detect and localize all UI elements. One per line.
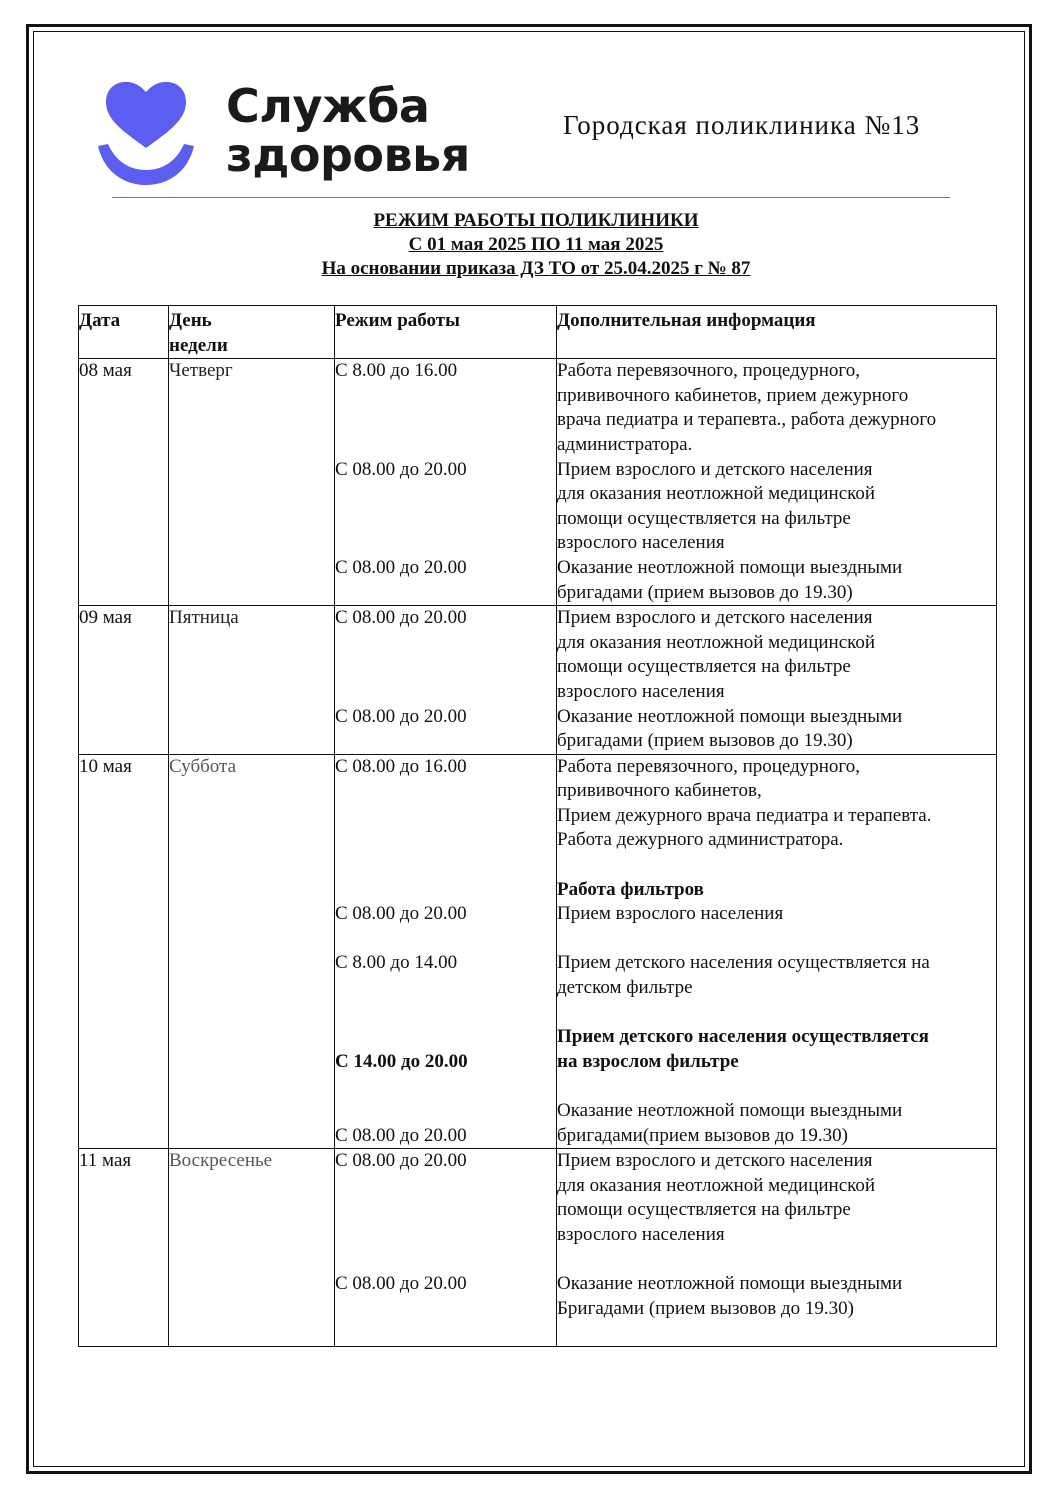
info-line: Прием детского населения осуществляется на (557, 952, 930, 974)
work-mode-line (335, 531, 556, 556)
cell-date: 09 мая (79, 606, 169, 755)
organization-name: Городская поликлиника №13 (563, 110, 921, 140)
work-mode-line (335, 1099, 556, 1124)
info-line: Прием взрослого населения (557, 903, 784, 925)
info-line (557, 927, 996, 952)
work-mode-line (335, 828, 556, 853)
logo-wordmark (226, 79, 470, 182)
info-line: взрослого населения (557, 532, 725, 554)
info-line (557, 1248, 996, 1273)
info-line (557, 1001, 996, 1026)
header-divider (112, 197, 950, 198)
table-row (79, 754, 997, 1149)
work-mode-line (335, 1001, 556, 1026)
work-mode-line (335, 878, 556, 903)
header-day (169, 306, 335, 359)
cell-work-mode (335, 754, 557, 1149)
work-mode-line (335, 1025, 556, 1050)
work-mode-line (335, 927, 556, 952)
table-row (79, 1149, 997, 1347)
work-mode-line (335, 1297, 556, 1322)
info-line: Бригадами (прием вызовов до 19.30) (557, 1297, 854, 1319)
schedule-table (78, 305, 997, 1347)
cell-date: 11 мая (79, 1149, 169, 1347)
cell-weekday: Суббота (169, 754, 335, 1149)
work-mode-line: С 08.00 до 20.00 (335, 705, 467, 727)
table-row (79, 359, 997, 606)
work-mode-line: С 08.00 до 20.00 (335, 607, 467, 629)
header-day-line-2: недели (169, 334, 228, 356)
info-line: прививочного кабинетов, (557, 780, 762, 802)
header-day-line-1: День (169, 310, 212, 331)
info-line: помощи осуществляется на фильтре (557, 656, 851, 678)
info-line: Оказание неотложной помощи выездными (557, 705, 903, 727)
work-mode-line: С 08.00 до 20.00 (335, 1150, 467, 1172)
work-mode-line: С 08.00 до 20.00 (335, 1124, 467, 1146)
cell-weekday: Пятница (169, 606, 335, 755)
work-mode-line (335, 581, 556, 606)
work-mode-line (335, 779, 556, 804)
work-mode-line: С 8.00 до 14.00 (335, 952, 458, 974)
work-mode-line (335, 1198, 556, 1223)
work-mode-line (335, 1248, 556, 1273)
cell-work-mode (335, 359, 557, 606)
work-mode-line (335, 408, 556, 433)
work-mode-line (335, 804, 556, 829)
title-line-3: На основании приказа ДЗ ТО от 25.04.2025 г № 87 (321, 258, 751, 279)
document-title (78, 209, 994, 281)
work-mode-line: С 08.00 до 20.00 (335, 556, 467, 578)
header-mode: Режим работы (335, 306, 557, 359)
work-mode-line (335, 384, 556, 409)
info-line: прививочного кабинетов, прием дежурного (557, 384, 909, 406)
info-line (557, 853, 996, 878)
work-mode-line (335, 1321, 556, 1346)
cell-additional-info (557, 1149, 997, 1347)
work-mode-line (335, 631, 556, 656)
info-line: врача педиатра и терапевта., работа дежурного (557, 409, 937, 431)
info-line: детском фильтре (557, 977, 693, 999)
work-mode-line (335, 853, 556, 878)
info-line: Работа фильтров (557, 878, 704, 900)
cell-date: 08 мая (79, 359, 169, 606)
info-line: бригадами (прием вызовов до 19.30) (557, 730, 853, 752)
info-line: Оказание неотложной помощи выездными (557, 1100, 903, 1121)
info-line: помощи осуществляется на фильтре (557, 507, 851, 529)
work-mode-line (335, 729, 556, 754)
info-line (557, 1321, 996, 1346)
info-line: Прием детского населения осуществляется (557, 1026, 929, 1048)
cell-date: 10 мая (79, 754, 169, 1149)
work-mode-line (335, 680, 556, 705)
info-line: Оказание неотложной помощи выездными (557, 1273, 903, 1295)
info-line: администратора. (557, 433, 693, 455)
work-mode-line (335, 1074, 556, 1099)
info-line: для оказания неотложной медицинской (557, 1174, 876, 1196)
work-mode-line (335, 1174, 556, 1199)
work-mode-line: С 08.00 до 20.00 (335, 458, 467, 480)
work-mode-line: С 14.00 до 20.00 (335, 1050, 468, 1072)
info-line: для оказания неотложной медицинской (557, 631, 876, 653)
cell-additional-info (557, 359, 997, 606)
work-mode-line: С 08.00 до 20.00 (335, 1273, 467, 1295)
work-mode-line (335, 482, 556, 507)
logo-line-2: здоровья (226, 128, 470, 182)
info-line: на взрослом фильтре (557, 1050, 739, 1072)
header-date: Дата (79, 306, 169, 359)
info-line: Работа перевязочного, процедурного, (557, 360, 860, 382)
info-line: Работа дежурного администратора. (557, 829, 844, 851)
info-line: Прием взрослого и детского населения (557, 458, 873, 480)
info-line: взрослого населения (557, 1223, 725, 1245)
logo-line-1: Служба (226, 79, 430, 133)
work-mode-line (335, 655, 556, 680)
work-mode-line (335, 976, 556, 1001)
title-line-2: С 01 мая 2025 ПО 11 мая 2025 (408, 234, 664, 255)
info-line: Работа перевязочного, процедурного, (557, 755, 860, 777)
table-header-row (79, 306, 997, 359)
cell-work-mode (335, 606, 557, 755)
work-mode-line: С 08.00 до 20.00 (335, 903, 467, 925)
work-mode-line: С 8.00 до 16.00 (335, 360, 458, 382)
schedule-body (79, 359, 997, 1347)
info-line: Оказание неотложной помощи выездными (557, 556, 903, 578)
cell-weekday: Четверг (169, 359, 335, 606)
info-line: Прием взрослого и детского населения (557, 1150, 873, 1172)
info-line: помощи осуществляется на фильтре (557, 1199, 851, 1221)
info-line: бригадами (прием вызовов до 19.30) (557, 581, 853, 603)
work-mode-line (335, 433, 556, 458)
cell-weekday: Воскресенье (169, 1149, 335, 1347)
info-line: Прием дежурного врача педиатра и терапевта. (557, 804, 932, 826)
title-line-1: РЕЖИМ РАБОТЫ ПОЛИКЛИНИКИ (373, 210, 699, 231)
work-mode-line (335, 1223, 556, 1248)
info-line: бригадами(прием вызовов до 19.30) (557, 1124, 848, 1146)
work-mode-line: С 08.00 до 16.00 (335, 755, 467, 777)
info-line: Прием взрослого и детского населения (557, 607, 873, 629)
cell-work-mode (335, 1149, 557, 1347)
info-line: для оказания неотложной медицинской (557, 483, 876, 505)
cell-additional-info (557, 606, 997, 755)
work-mode-line (335, 507, 556, 532)
table-row (79, 606, 997, 755)
info-line (557, 1074, 996, 1099)
header-info: Дополнительная информация (557, 306, 997, 359)
cell-additional-info (557, 754, 997, 1149)
info-line: взрослого населения (557, 680, 725, 702)
